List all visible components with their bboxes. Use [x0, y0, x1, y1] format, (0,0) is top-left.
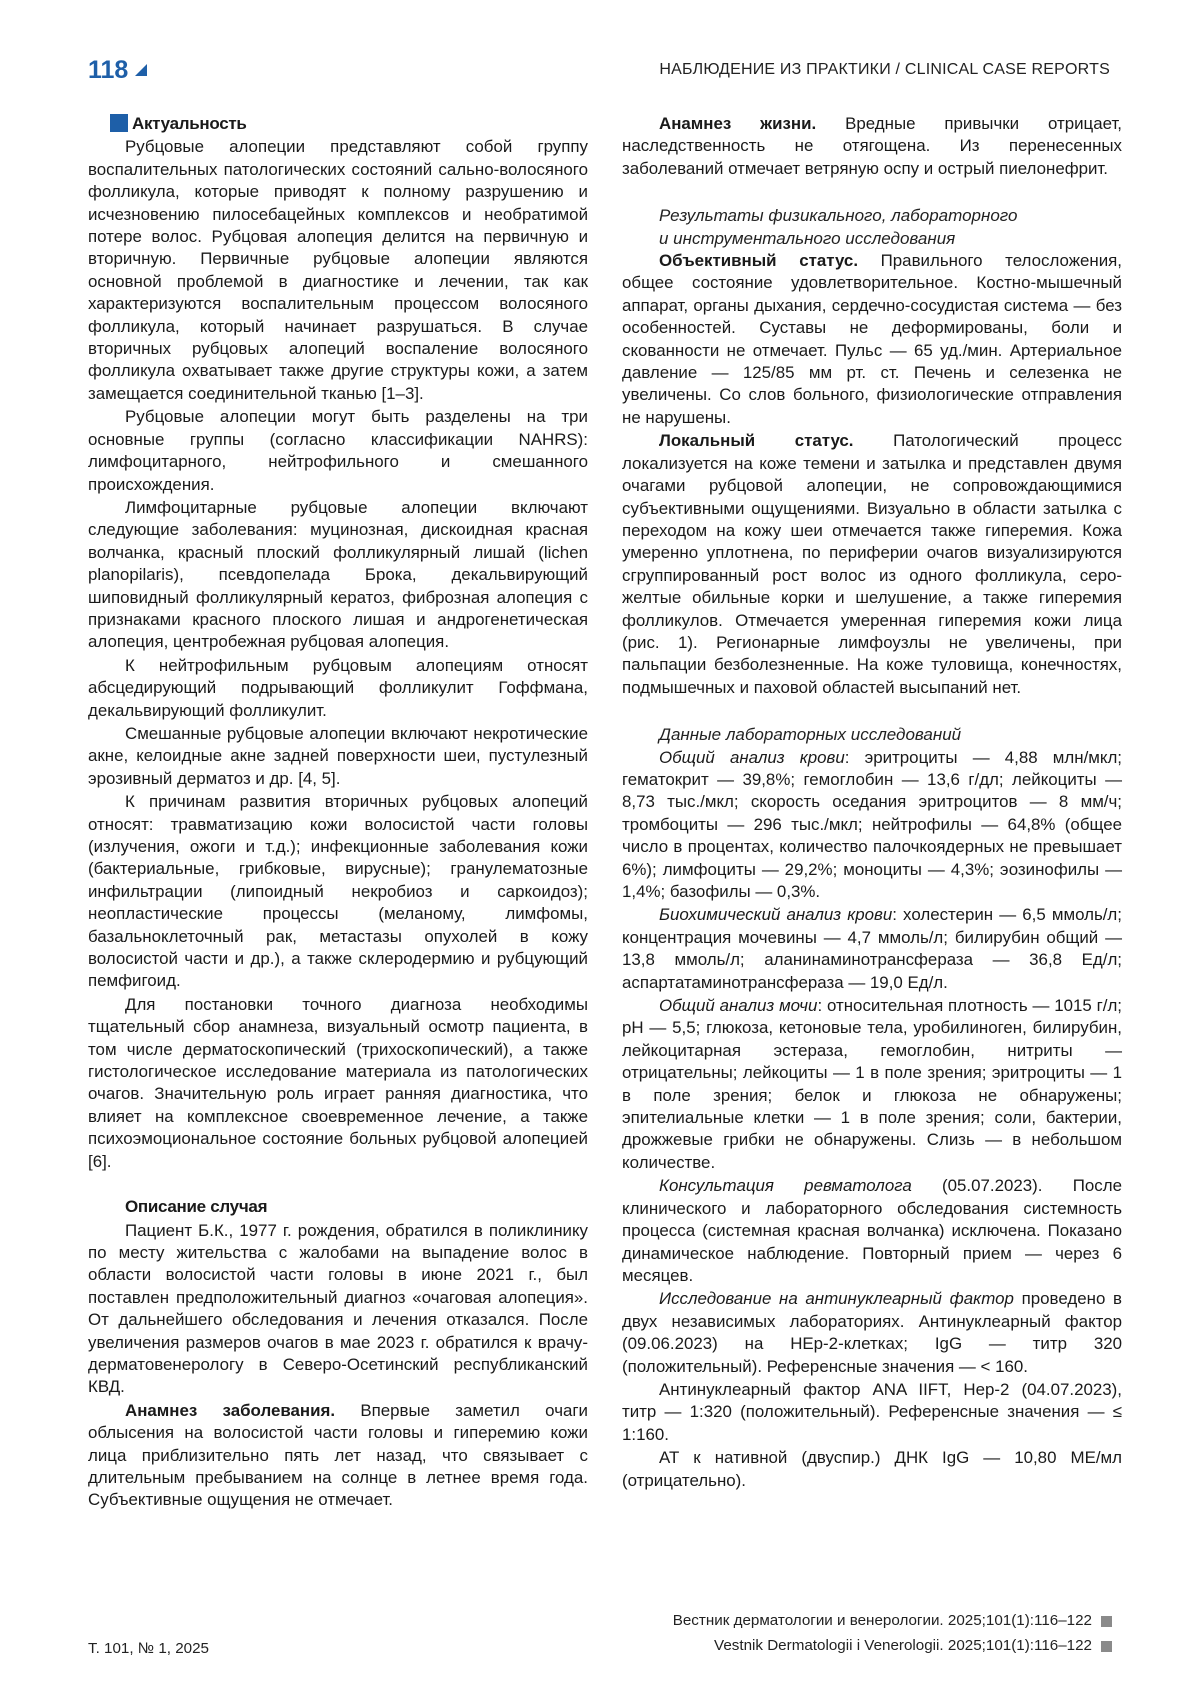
left-column	[88, 113, 588, 1513]
paragraph: Смешанные рубцовые алопеции включают некротические акне, келоидные акне задней поверхности шеи, пустулезный эрозивный дерматоз и др. [4, 5].	[88, 723, 588, 788]
paragraph: Общий анализ крови: эритроциты — 4,88 млн/мкл; гематокрит — 39,8%; гемоглобин — 13,6 г/дл; лейкоциты — 8,73 тыс./мкл; скорость оседания эритроцитов — 8 мм/ч; тромбоциты — 296 тыс./мкл; нейтрофилы — 64,8% (общее число в процентах, количество палочкоядерных не превышает 6%); лимфоциты — 29,2%; моноциты — 4,3%; эозинофилы — 1,4%; базофилы — 0,3%.	[622, 747, 1122, 901]
footer-journal-en: Vestnik Dermatologii i Venerologii. 2025;101(1):116–122	[714, 1637, 1092, 1654]
paragraph: Общий анализ мочи: относительная плотность — 1015 г/л; pH — 5,5; глюкоза, кетоновые тела, уробилиноген, билирубин, лейкоцитарная эстераза, гемоглобин, нитриты — отрицательны; лейкоциты — 1 в поле зрения; эритроциты — 1 в поле зрения; белок и глюкоза не обнаружены; эпителиальные клетки — 1 в поле зрения; соли, бактерии, дрожжевые грибки не обнаружены. Слизь — в небольшом количестве.	[622, 996, 1122, 1172]
run-in-label: Биохимический анализ крови	[659, 905, 893, 925]
running-head: НАБЛЮДЕНИЕ ИЗ ПРАКТИКИ / CLINICAL CASE REPORTS	[659, 61, 1110, 78]
paragraph: Рубцовые алопеции представляют собой группу воспалительных патологических состояний сально-волосяного фолликула, которые приводят к полному разрушению и исчезновению пилосебацейных комплексов и необратимой потере волос. Рубцовая алопеция делится на первичную и вторичную. Первичные рубцовые алопеции являются основной проблемой в диагностике и лечении, так как характеризуются воспалительным процессом волосяного фолликула, который начинает разрушаться. В случае вторичных рубцовых алопеций воспаление волосяного фолликула охватывает также другие структуры кожи, а затем замещается соединительной тканью [1–3].	[88, 137, 588, 403]
footer-square-icon	[1101, 1641, 1112, 1652]
section-heading-case: Описание случая	[125, 1197, 268, 1217]
page-corner-mark	[135, 64, 147, 76]
run-in-label: Анамнез заболевания.	[125, 1400, 336, 1420]
right-column	[622, 113, 1122, 1493]
paragraph: Консультация ревматолога (05.07.2023). После клинического и лабораторного обследования системность процесса (системная красная волчанка) исключена. Показано динамическое наблюдение. Повторный прием — через 6 месяцев.	[622, 1176, 1122, 1285]
subsection-heading-results: Результаты физикального, лабораторного и инструментального исследования	[659, 206, 1018, 248]
paragraph: Пациент Б.К., 1977 г. рождения, обратился в поликлинику по месту жительства с жалобами на выпадение волос в области волосистой части головы в июне 2021 г., был поставлен предположительный диагноз «очаговая алопеция». От дальнейшего обследования и лечения отказался. После увеличения размеров очагов в мае 2023 г. обратился к врачу-дерматовенерологу в Северо-Осетинский республиканский КВД.	[88, 1220, 588, 1397]
run-in-label: Объективный статус.	[659, 251, 859, 271]
run-in-label: Локальный статус.	[659, 431, 854, 451]
footer-issue: Т. 101, № 1, 2025	[88, 1640, 209, 1657]
run-in-label: Исследование на антинуклеарный фактор	[659, 1289, 1014, 1309]
paragraph: Анамнез жизни. Вредные привычки отрицает, наследственность не отягощена. Из перенесенных заболеваний отмечает ветряную оспу и острый пиелонефрит.	[622, 114, 1122, 178]
paragraph: Анамнез заболевания. Впервые заметил очаги облысения на волосистой части головы и гиперемию кожи лица приблизительно пять лет назад, что связывает с длительным пребыванием на солнце в летнее время года. Субъективные ощущения не отмечает.	[88, 1400, 588, 1510]
run-in-label: Общий анализ крови	[659, 747, 845, 767]
page-number: 118	[88, 56, 129, 84]
subsection-heading-lab: Данные лабораторных исследований	[659, 725, 962, 745]
paragraph: Для постановки точного диагноза необходимы тщательный сбор анамнеза, визуальный осмотр пациента, в том числе дерматоскопический (трихоскопический), а также гистологическое исследование материала из патологических очагов. Значительную роль играет ранняя диагностика, что влияет на комплексное своевременное лечение, а также психоэмоциональное состояние больных рубцовой алопецией [6].	[88, 994, 588, 1171]
section-heading-relevance: Актуальность	[125, 113, 588, 135]
paragraph: Исследование на антинуклеарный фактор проведено в двух независимых лабораториях. Антинуклеарный фактор (09.06.2023) на НЕр-2-клетках; IgG — титр 320 (положительный). Референсные значения — < 160.	[622, 1289, 1122, 1376]
paragraph: Антинуклеарный фактор ANA IIFT, Hep-2 (04.07.2023), титр — 1:320 (положительный). Референсные значения — ≤ 1:160.	[622, 1379, 1122, 1444]
footer-journal-ru: Вестник дерматологии и венерологии. 2025;101(1):116–122	[672, 1612, 1092, 1629]
run-in-label: Консультация ревматолога	[659, 1176, 912, 1196]
paragraph: Рубцовые алопеции могут быть разделены на три основные группы (согласно классификации NAHRS): лимфоцитарного, нейтрофильного и смешанного происхождения.	[88, 407, 588, 494]
paragraph: АТ к нативной (двуспир.) ДНК IgG — 10,80 МЕ/мл (отрицательно).	[622, 1448, 1122, 1490]
paragraph: К нейтрофильным рубцовым алопециям относят абсцедирующий подрывающий фолликулит Гоффмана, декальвирующий фолликулит.	[88, 655, 588, 720]
paragraph: Лимфоцитарные рубцовые алопеции включают следующие заболевания: муцинозная, дискоидная красная волчанка, красный плоский фолликулярный лишай (lichen planopilaris), псевдопелада Брока, декальвирующий шиповидный фолликулярный кератоз, фиброзная алопеция с признаками красного плоского лишая и андрогенетическая алопеция, центробежная рубцовая алопеция.	[88, 497, 588, 652]
paragraph: Биохимический анализ крови: холестерин — 6,5 ммоль/л; концентрация мочевины — 4,7 ммоль/л; билирубин общий — 13,8 ммоль/л; аланинаминотрансфераза — 36,8 Ед/л; аспартатаминотрансфераза — 19,0 Ед/л.	[622, 905, 1122, 992]
run-in-label: Общий анализ мочи	[659, 996, 818, 1016]
paragraph: Локальный статус. Патологический процесс локализуется на коже темени и затылка и представлен двумя очагами рубцовой алопеции, не сопровождающимися субъективными ощущениями. Визуально в области затылка с переходом на кожу шеи отмечается также гиперемия. Кожа умеренно уплотнена, по периферии очагов визуализируются сгруппированный рост волос из одного фолликула, серо-желтые обильные корки и шелушение, а также гиперемия фолликулов. Отмечается умеренная гиперемия кожи лица (рис. 1). Регионарные лимфоузлы не увеличены, при пальпации безболезненные. На коже туловища, конечностях, подмышечных и паховой областей высыпаний нет.	[622, 431, 1122, 697]
paragraph: К причинам развития вторичных рубцовых алопеций относят: травматизацию кожи волосистой части головы (излучения, ожоги и т.д.); инфекционные заболевания кожи (бактериальные, грибковые, вирусные); гранулематозные инфильтрации (липоидный некробиоз и саркоидоз); неопластические процессы (меланому, лимфомы, базальноклеточный рак, метастазы опухолей в кожу волосистой части и др.), а также склеродермию и рубцующий пемфигоид.	[88, 792, 588, 991]
run-in-label: Анамнез жизни.	[659, 114, 817, 133]
section-marker-icon	[110, 114, 128, 132]
paragraph: Объективный статус. Правильного телосложения, общее состояние удовлетворительное. Костно-мышечный аппарат, органы дыхания, сердечно-сосудистая система — без особенностей. Суставы не деформированы, боли и скованности не отмечает. Пульс — 65 уд./мин. Артериальное давление — 125/85 мм рт. ст. Печень и селезенка не увеличены. Со слов больного, физиологические отправления не нарушены.	[622, 251, 1122, 427]
footer-square-icon	[1101, 1616, 1112, 1627]
